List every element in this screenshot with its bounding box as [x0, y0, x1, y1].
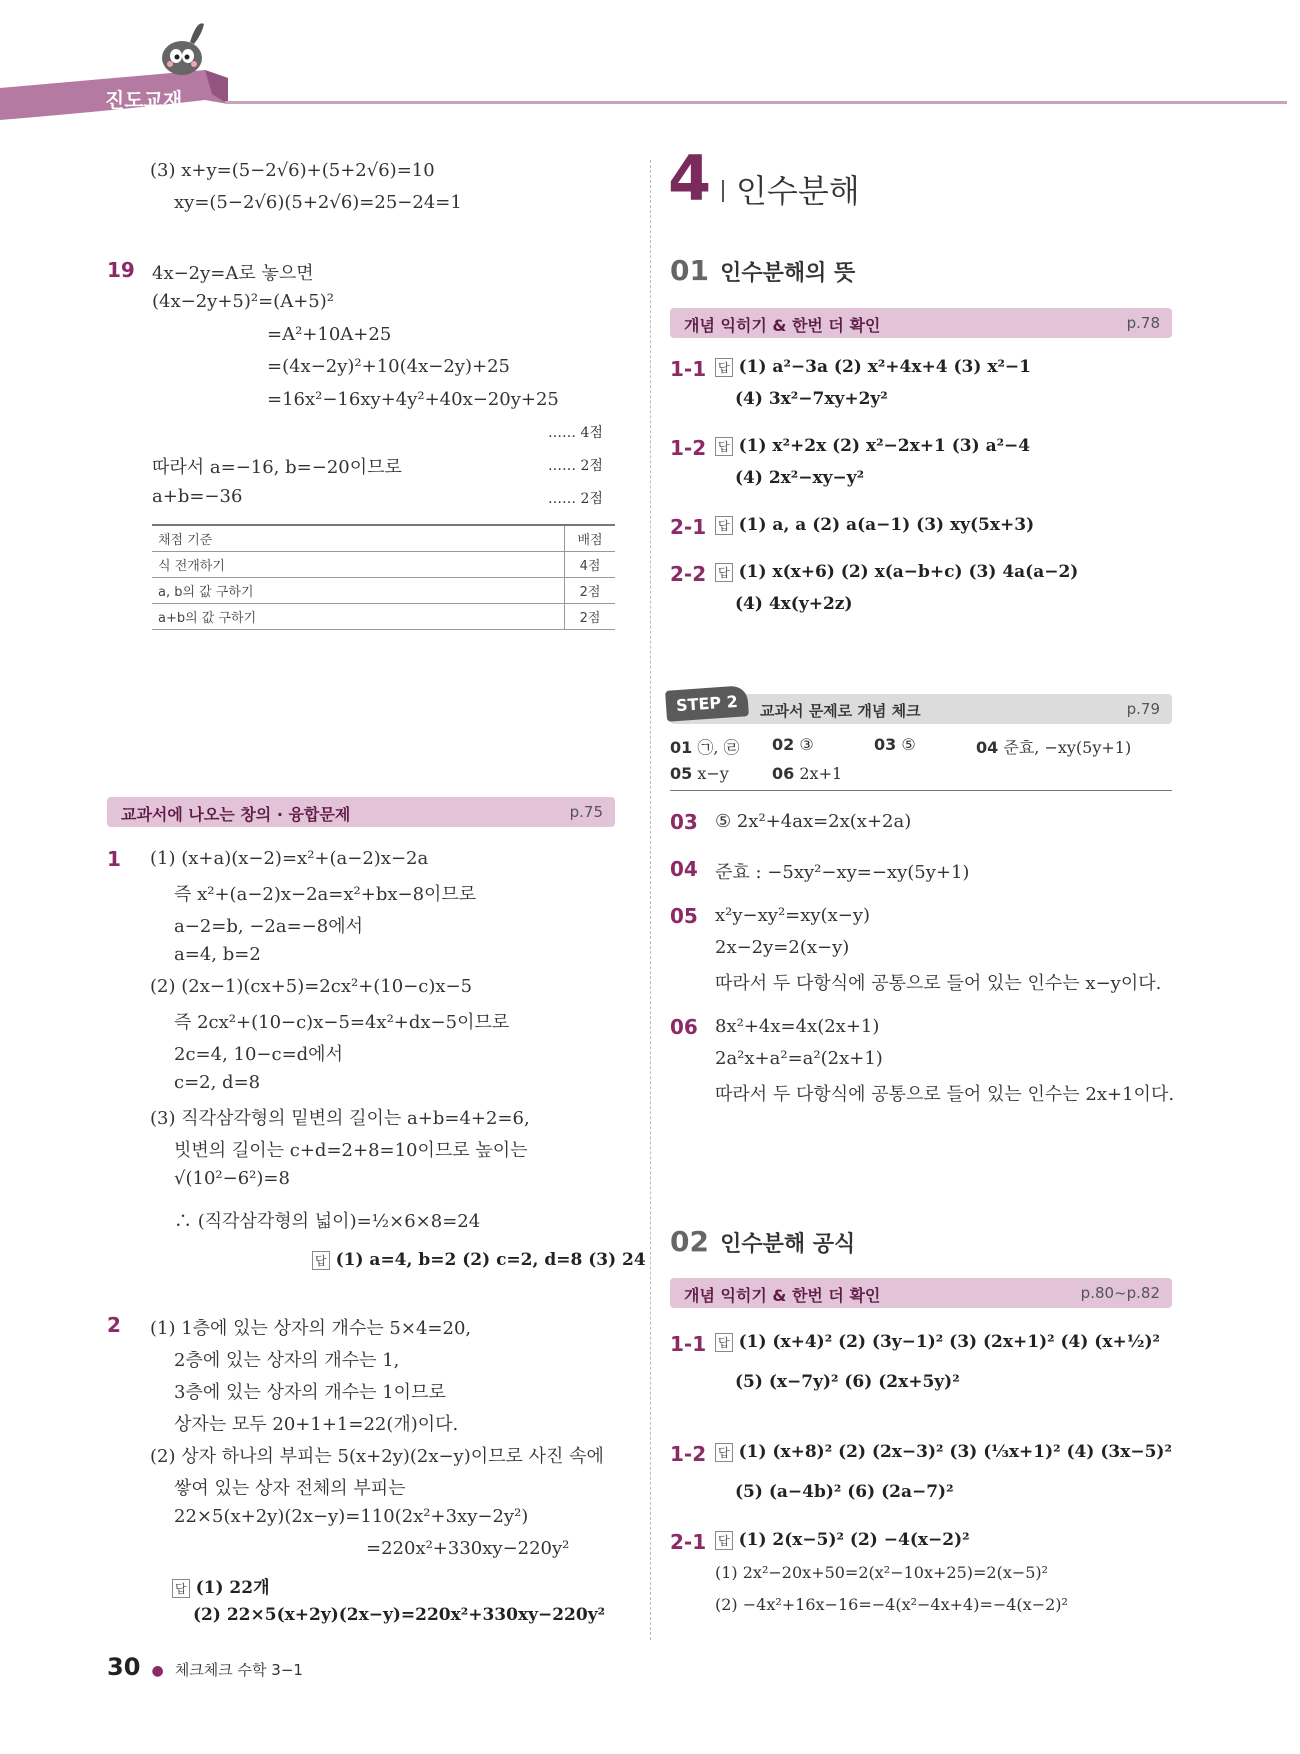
answer-line	[172, 1573, 270, 1598]
p2-line: 쌓여 있는 상자 전체의 부피는	[174, 1478, 406, 1499]
answer-number: 1-2	[670, 1442, 707, 1466]
grid-item: 03 ⑤	[874, 735, 916, 754]
answer-number: 2-1	[670, 515, 707, 539]
grid-item: 06 2x+1	[772, 764, 843, 783]
p1-line: √(10²−6²)=8	[174, 1168, 290, 1189]
solution-number: 05	[670, 904, 698, 928]
grid-item: 05 x−y	[670, 764, 729, 783]
p1-line: 즉 2cx²+(10−c)x−5=4x²+dx−5이므로	[174, 1012, 510, 1033]
p2-line: (2) 상자 하나의 부피는 5(x+2y)(2x−y)이므로 사진 속에	[150, 1446, 604, 1467]
q19-line: 4x−2y=A로 놓으면	[152, 263, 314, 284]
question-number: 2	[107, 1313, 121, 1337]
solution-line: 2x−2y=2(x−y)	[715, 937, 850, 958]
answer-text: (1) a²−3a (2) x²+4x+4 (3) x²−1	[738, 357, 1031, 377]
page-ref: p.78	[1126, 314, 1160, 332]
p1-line: c=2, d=8	[174, 1072, 261, 1093]
answer-line	[715, 1442, 1172, 1462]
concept-bar	[670, 1278, 1172, 1308]
answer-text: (2) 22×5(x+2y)(2x−y)=220x²+330xy−220y²	[193, 1605, 606, 1625]
solution-line: 따라서 두 다항식에 공통으로 들어 있는 인수는 2x+1이다.	[715, 1084, 1175, 1105]
answer-text: (1) 2(x−5)² (2) −4(x−2)²	[738, 1530, 970, 1550]
q19-line: a+b=−36	[152, 486, 243, 507]
mascot-icon	[152, 20, 212, 80]
answer-text: (1) 22개	[195, 1578, 270, 1598]
section-title: 인수분해의 뜻	[720, 261, 856, 286]
page-ref: p.80~p.82	[1080, 1284, 1160, 1302]
q19-line: =(4x−2y)²+10(4x−2y)+25	[267, 356, 510, 377]
p2-line: 22×5(x+2y)(2x−y)=110(2x²+3xy−2y²)	[174, 1506, 529, 1527]
p1-line: (1) (x+a)(x−2)=x²+(a−2)x−2a	[150, 848, 429, 869]
answer-text: (4) 2x²−xy−y²	[735, 468, 865, 488]
footer	[107, 1653, 303, 1681]
bullet-icon: ●	[151, 1663, 164, 1679]
grid-item: 01 ㉠, ㉣	[670, 738, 740, 757]
answer-line	[312, 1250, 646, 1270]
solution-line: 2a²x+a²=a²(2x+1)	[715, 1048, 883, 1069]
answer-text: (1) (x+4)² (2) (3y−1)² (3) (2x+1)² (4) (x+½)²	[738, 1332, 1160, 1352]
p2-line: 3층에 있는 상자의 개수는 1이므로	[174, 1382, 446, 1403]
p2-line: (1) 1층에 있는 상자의 개수는 5×4=20,	[150, 1318, 472, 1339]
answer-text: (1) (x+8)² (2) (2x−3)² (3) (⅓x+1)² (4) (3x−5)²	[738, 1442, 1172, 1462]
table-row: 식 전개하기 4점	[152, 552, 615, 578]
answer-line	[715, 562, 1078, 582]
concept-bar	[670, 308, 1172, 338]
solution-number: 03	[670, 810, 698, 834]
column-divider	[650, 160, 651, 1640]
section-heading	[670, 254, 855, 287]
answer-text: (4) 3x²−7xy+2y²	[735, 389, 888, 409]
answer-line	[715, 436, 1030, 456]
q18-line: xy=(5−2√6)(5+2√6)=25−24=1	[174, 192, 462, 213]
q18-line: (3) x+y=(5−2√6)+(5+2√6)=10	[150, 160, 435, 181]
answer-line	[715, 357, 1031, 377]
solution-line: 8x²+4x=4x(2x+1)	[715, 1016, 880, 1037]
question-number: 1	[107, 847, 121, 871]
p1-line: ∴ (직각삼각형의 넓이)=½×6×8=24	[174, 1211, 481, 1232]
table-row: a+b의 값 구하기 2점	[152, 604, 615, 630]
q19-line: (4x−2y+5)²=(A+5)²	[152, 291, 334, 312]
step-badge: STEP 2	[665, 685, 749, 722]
p1-line: a=4, b=2	[174, 944, 261, 965]
table-row: a, b의 값 구하기 2점	[152, 578, 615, 604]
grid-item: 04 준효, −xy(5y+1)	[976, 738, 1132, 757]
answer-text: (1) x²+2x (2) x²−2x+1 (3) a²−4	[738, 436, 1031, 456]
q19-line: =A²+10A+25	[267, 324, 392, 345]
scoring-table	[152, 524, 615, 630]
question-number: 19	[107, 258, 135, 282]
answer-number: 1-1	[670, 1332, 707, 1356]
page-ref: p.75	[569, 803, 603, 821]
answer-badge: 답	[715, 516, 733, 535]
answer-line	[715, 1332, 1160, 1352]
answer-number: 2-1	[670, 1530, 707, 1554]
page-number: 30	[107, 1653, 141, 1681]
score-note: …… 4점	[548, 425, 603, 441]
answer-badge: 답	[715, 1443, 733, 1462]
creative-section-bar	[107, 797, 615, 827]
answer-badge: 답	[312, 1251, 330, 1270]
header-line	[225, 101, 1287, 104]
solution-line: 따라서 두 다항식에 공통으로 들어 있는 인수는 x−y이다.	[715, 973, 1162, 994]
answer-text: (1) x(x+6) (2) x(a−b+c) (3) 4a(a−2)	[738, 562, 1079, 582]
p1-line: (2) (2x−1)(cx+5)=2cx²+(10−c)x−5	[150, 976, 473, 997]
page-ref: p.79	[1126, 700, 1160, 718]
answer-badge: 답	[715, 1333, 733, 1352]
score-note: …… 2점	[548, 491, 603, 507]
section-number: 02	[670, 1225, 709, 1258]
section-title: 개념 익히기 & 한번 더 확인	[684, 1286, 881, 1305]
answer-number: 2-2	[670, 562, 707, 586]
p1-line: 빗변의 길이는 c+d=2+8=10이므로 높이는	[174, 1140, 528, 1161]
header-tag: 진도교재	[105, 88, 183, 112]
answer-text: (1) a, a (2) a(a−1) (3) xy(5x+3)	[738, 515, 1035, 535]
p1-line: 2c=4, 10−c=d에서	[174, 1044, 343, 1065]
grid-item: 02 ③	[772, 735, 814, 754]
section-heading	[670, 1225, 855, 1258]
answer-line	[715, 1530, 970, 1550]
answer-badge: 답	[715, 563, 733, 582]
section-title: 교과서 문제로 개념 체크	[760, 702, 921, 720]
solution-line: x²y−xy²=xy(x−y)	[715, 905, 871, 926]
section-title: 교과서에 나오는 창의 · 융합문제	[121, 805, 351, 824]
solution-line: ⑤ 2x²+4ax=2x(x+2a)	[715, 811, 912, 832]
section-number: 01	[670, 254, 709, 287]
section-title: 인수분해 공식	[720, 1232, 856, 1257]
grid-divider	[670, 790, 1172, 791]
section-title: 개념 익히기 & 한번 더 확인	[684, 316, 881, 335]
p2-line: 2층에 있는 상자의 개수는 1,	[174, 1350, 400, 1371]
table-header: 배점	[565, 525, 616, 552]
solution-line: 준효 : −5xy²−xy=−xy(5y+1)	[715, 862, 970, 883]
book-title: 체크체크 수학 3−1	[174, 1661, 303, 1679]
solution-line: (2) −4x²+16x−16=−4(x²−4x+4)=−4(x−2)²	[715, 1595, 1068, 1614]
p1-line: 즉 x²+(a−2)x−2a=x²+bx−8이므로	[174, 884, 477, 905]
table-header: 채점 기준	[152, 525, 565, 552]
answer-text: (5) (x−7y)² (6) (2x+5y)²	[735, 1372, 960, 1392]
answer-line	[715, 515, 1034, 535]
p1-line: a−2=b, −2a=−8에서	[174, 916, 363, 937]
p2-line: 상자는 모두 20+1+1=22(개)이다.	[174, 1414, 459, 1435]
answer-text: (4) 4x(y+2z)	[735, 594, 853, 614]
answer-text: (5) (a−4b)² (6) (2a−7)²	[735, 1482, 954, 1502]
chapter-title: 인수분해	[736, 172, 860, 210]
answer-badge: 답	[715, 358, 733, 377]
answer-number: 1-2	[670, 436, 707, 460]
answer-badge: 답	[715, 437, 733, 456]
q19-line: =16x²−16xy+4y²+40x−20y+25	[267, 389, 559, 410]
q19-line: 따라서 a=−16, b=−20이므로	[152, 457, 402, 478]
p2-line: =220x²+330xy−220y²	[366, 1538, 570, 1559]
solution-line: (1) 2x²−20x+50=2(x²−10x+25)=2(x−5)²	[715, 1563, 1049, 1582]
answer-text: (1) a=4, b=2 (2) c=2, d=8 (3) 24	[335, 1250, 646, 1270]
step2-bar	[670, 691, 1172, 724]
answer-number: 1-1	[670, 357, 707, 381]
score-note: …… 2점	[548, 458, 603, 474]
answer-badge: 답	[715, 1531, 733, 1550]
chapter-number: 4	[668, 142, 712, 215]
answer-badge: 답	[172, 1579, 190, 1598]
solution-number: 04	[670, 857, 698, 881]
solution-number: 06	[670, 1015, 698, 1039]
p1-line: (3) 직각삼각형의 밑변의 길이는 a+b=4+2=6,	[150, 1108, 530, 1129]
chapter-divider	[722, 180, 724, 202]
